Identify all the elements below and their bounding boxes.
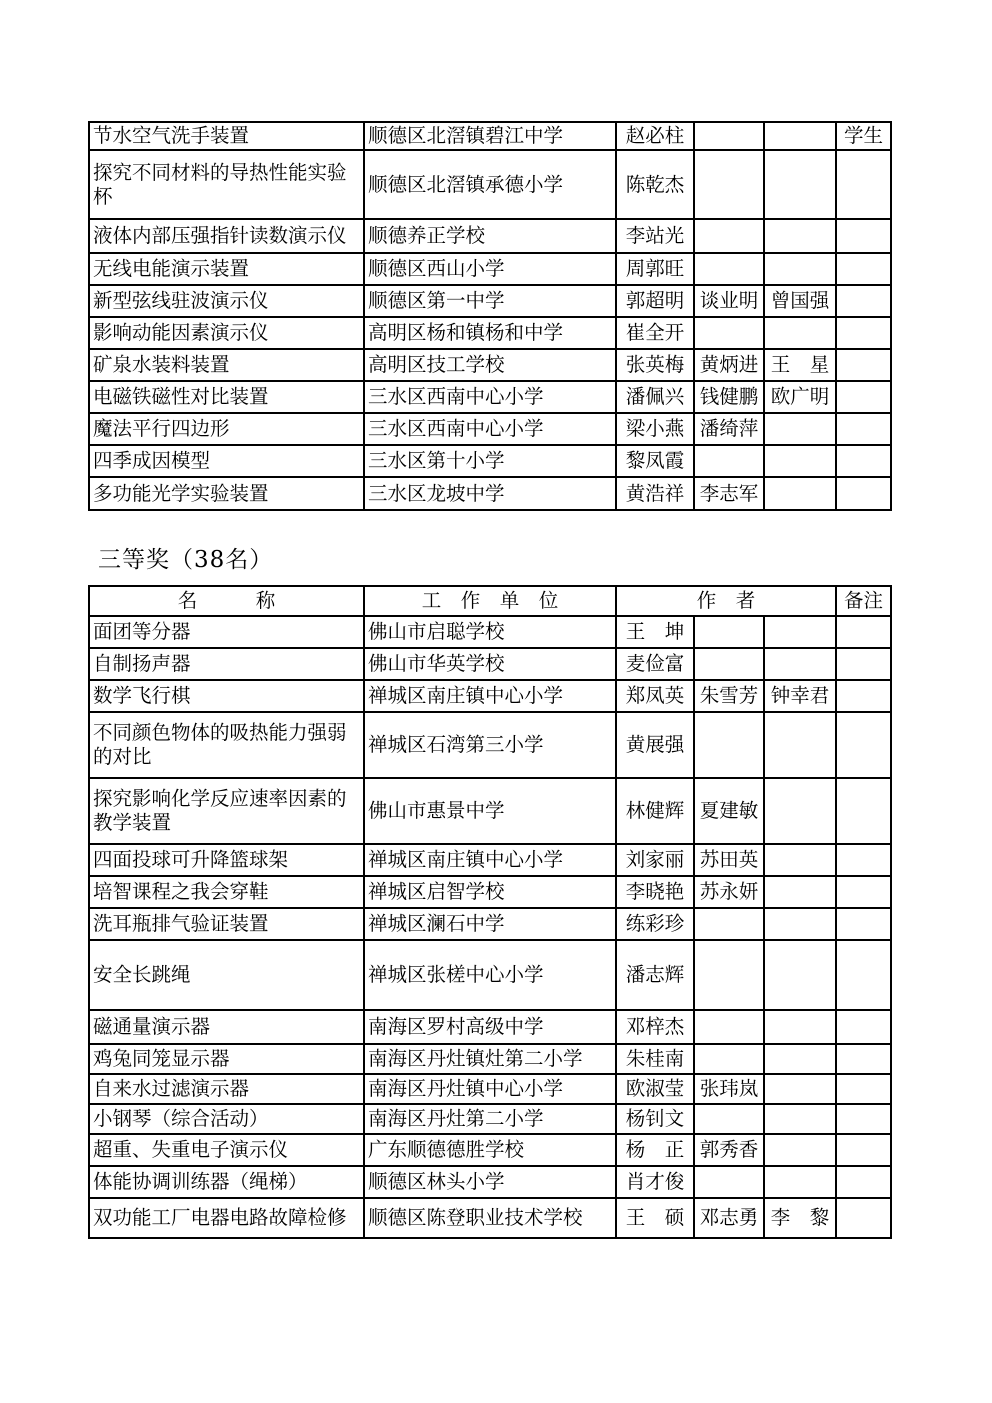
award-table-continued [88, 121, 892, 511]
cell-author-3 [764, 150, 836, 219]
cell-project-name: 探究不同材料的导热性能实验杯 [89, 150, 364, 219]
cell-author-3 [764, 908, 836, 940]
cell-author-2: 谈业明 [694, 285, 764, 317]
cell-work-unit: 禅城区启智学校 [364, 876, 616, 908]
cell-note [836, 876, 891, 908]
table-row [89, 778, 891, 844]
cell-author-3 [764, 844, 836, 876]
cell-author-2 [694, 1166, 764, 1198]
cell-note [836, 219, 891, 253]
table-row [89, 876, 891, 908]
cell-work-unit: 禅城区石湾第三小学 [364, 712, 616, 778]
cell-author-2 [694, 1044, 764, 1074]
table-row [89, 1166, 891, 1198]
table-row [89, 712, 891, 778]
cell-author-1: 黄展强 [616, 712, 694, 778]
cell-work-unit: 顺德区西山小学 [364, 253, 616, 285]
cell-author-2 [694, 1104, 764, 1134]
cell-note [836, 1074, 891, 1104]
cell-author-3 [764, 1044, 836, 1074]
cell-work-unit: 南海区丹灶镇灶第二小学 [364, 1044, 616, 1074]
cell-author-3: 钟幸君 [764, 680, 836, 712]
cell-author-2: 李志军 [694, 477, 764, 510]
cell-author-2 [694, 122, 764, 150]
cell-work-unit: 顺德区林头小学 [364, 1166, 616, 1198]
cell-work-unit: 佛山市启聪学校 [364, 616, 616, 648]
cell-work-unit: 高明区杨和镇杨和中学 [364, 317, 616, 349]
cell-author-1: 王 硕 [616, 1198, 694, 1238]
table-row [89, 844, 891, 876]
table-row [89, 150, 891, 219]
cell-author-3: 曾国强 [764, 285, 836, 317]
table-row [89, 1044, 891, 1074]
table-row [89, 1104, 891, 1134]
cell-note [836, 1044, 891, 1074]
cell-author-3 [764, 940, 836, 1010]
cell-author-3 [764, 1104, 836, 1134]
cell-note [836, 712, 891, 778]
cell-project-name: 安全长跳绳 [89, 940, 364, 1010]
cell-project-name: 四季成因模型 [89, 445, 364, 477]
cell-author-1: 崔全开 [616, 317, 694, 349]
cell-author-2 [694, 219, 764, 253]
cell-project-name: 魔法平行四边形 [89, 413, 364, 445]
cell-author-1: 刘家丽 [616, 844, 694, 876]
table-row [89, 940, 891, 1010]
cell-project-name: 鸡兔同笼显示器 [89, 1044, 364, 1074]
cell-note [836, 648, 891, 680]
cell-note [836, 413, 891, 445]
cell-work-unit: 高明区技工学校 [364, 349, 616, 381]
cell-author-3 [764, 1074, 836, 1104]
section-heading-third-prize: 三等奖（38名） [98, 547, 274, 573]
cell-note [836, 285, 891, 317]
col-header-name: 名 称 [89, 586, 364, 616]
award-table-third-prize [88, 585, 892, 1239]
cell-author-1: 李晓艳 [616, 876, 694, 908]
cell-work-unit: 佛山市华英学校 [364, 648, 616, 680]
cell-author-3 [764, 648, 836, 680]
cell-work-unit: 顺德区北滘镇承德小学 [364, 150, 616, 219]
cell-note [836, 1104, 891, 1134]
cell-note [836, 317, 891, 349]
cell-note: 学生 [836, 122, 891, 150]
cell-author-1: 李站光 [616, 219, 694, 253]
cell-author-2: 郭秀香 [694, 1134, 764, 1166]
cell-author-2: 朱雪芳 [694, 680, 764, 712]
col-header-note: 备注 [836, 586, 891, 616]
cell-note [836, 908, 891, 940]
cell-work-unit: 广东顺德德胜学校 [364, 1134, 616, 1166]
cell-author-2 [694, 253, 764, 285]
cell-author-1: 陈乾杰 [616, 150, 694, 219]
cell-author-2 [694, 616, 764, 648]
cell-note [836, 1134, 891, 1166]
cell-project-name: 数学飞行棋 [89, 680, 364, 712]
cell-author-1: 朱桂南 [616, 1044, 694, 1074]
table-row [89, 445, 891, 477]
cell-work-unit: 禅城区南庄镇中心小学 [364, 844, 616, 876]
table-row [89, 477, 891, 510]
cell-author-3 [764, 477, 836, 510]
table-row [89, 908, 891, 940]
cell-work-unit: 三水区第十小学 [364, 445, 616, 477]
cell-note [836, 680, 891, 712]
cell-author-3 [764, 253, 836, 285]
table-row [89, 1074, 891, 1104]
cell-author-2 [694, 1010, 764, 1044]
cell-note [836, 445, 891, 477]
cell-author-1: 肖才俊 [616, 1166, 694, 1198]
cell-author-1: 练彩珍 [616, 908, 694, 940]
cell-author-2 [694, 940, 764, 1010]
cell-author-1: 黎凤霞 [616, 445, 694, 477]
cell-project-name: 影响动能因素演示仪 [89, 317, 364, 349]
table-row [89, 317, 891, 349]
table-row [89, 1198, 891, 1238]
cell-project-name: 小钢琴（综合活动） [89, 1104, 364, 1134]
table-row [89, 680, 891, 712]
cell-author-2: 黄炳进 [694, 349, 764, 381]
cell-project-name: 节水空气洗手装置 [89, 122, 364, 150]
cell-author-1: 邓梓杰 [616, 1010, 694, 1044]
cell-author-1: 杨 正 [616, 1134, 694, 1166]
cell-author-1: 林健辉 [616, 778, 694, 844]
table-row [89, 648, 891, 680]
cell-project-name: 自来水过滤演示器 [89, 1074, 364, 1104]
table-row [89, 413, 891, 445]
col-header-authors: 作 者 [616, 586, 836, 616]
header-row [89, 586, 891, 616]
cell-work-unit: 佛山市惠景中学 [364, 778, 616, 844]
cell-project-name: 超重、失重电子演示仪 [89, 1134, 364, 1166]
cell-project-name: 体能协调训练器（绳梯） [89, 1166, 364, 1198]
cell-work-unit: 南海区丹灶第二小学 [364, 1104, 616, 1134]
table-row [89, 219, 891, 253]
cell-author-1: 赵必柱 [616, 122, 694, 150]
cell-work-unit: 顺德区陈登职业技术学校 [364, 1198, 616, 1238]
cell-author-3 [764, 413, 836, 445]
cell-note [836, 150, 891, 219]
cell-author-3 [764, 219, 836, 253]
cell-author-1: 潘志辉 [616, 940, 694, 1010]
cell-project-name: 液体内部压强指针读数演示仪 [89, 219, 364, 253]
cell-author-3 [764, 712, 836, 778]
cell-project-name: 探究影响化学反应速率因素的教学装置 [89, 778, 364, 844]
cell-note [836, 1166, 891, 1198]
cell-author-2: 钱健鹏 [694, 381, 764, 413]
cell-author-1: 梁小燕 [616, 413, 694, 445]
cell-note [836, 1010, 891, 1044]
cell-work-unit: 三水区龙坡中学 [364, 477, 616, 510]
cell-project-name: 多功能光学实验装置 [89, 477, 364, 510]
cell-note [836, 844, 891, 876]
cell-project-name: 双功能工厂电器电路故障检修 [89, 1198, 364, 1238]
cell-project-name: 洗耳瓶排气验证装置 [89, 908, 364, 940]
cell-author-1: 王 坤 [616, 616, 694, 648]
cell-author-2: 张玮岚 [694, 1074, 764, 1104]
cell-project-name: 电磁铁磁性对比装置 [89, 381, 364, 413]
cell-project-name: 磁通量演示器 [89, 1010, 364, 1044]
cell-note [836, 940, 891, 1010]
cell-author-1: 张英梅 [616, 349, 694, 381]
cell-author-3 [764, 778, 836, 844]
cell-author-2 [694, 317, 764, 349]
table-row [89, 253, 891, 285]
cell-author-3 [764, 317, 836, 349]
table-row [89, 122, 891, 150]
cell-work-unit: 禅城区南庄镇中心小学 [364, 680, 616, 712]
cell-author-1: 杨钊文 [616, 1104, 694, 1134]
cell-author-2 [694, 648, 764, 680]
cell-work-unit: 顺德区北滘镇碧江中学 [364, 122, 616, 150]
cell-author-3 [764, 1166, 836, 1198]
cell-author-3 [764, 876, 836, 908]
cell-project-name: 无线电能演示装置 [89, 253, 364, 285]
cell-project-name: 不同颜色物体的吸热能力强弱的对比 [89, 712, 364, 778]
cell-work-unit: 三水区西南中心小学 [364, 413, 616, 445]
cell-author-2 [694, 445, 764, 477]
table-row [89, 616, 891, 648]
cell-author-1: 郑凤英 [616, 680, 694, 712]
award-table-third-prize-body [89, 616, 891, 1238]
cell-work-unit: 禅城区澜石中学 [364, 908, 616, 940]
cell-note [836, 349, 891, 381]
cell-author-3 [764, 1010, 836, 1044]
cell-author-1: 黄浩祥 [616, 477, 694, 510]
award-table-continued-body [89, 122, 891, 510]
cell-author-2: 潘绮萍 [694, 413, 764, 445]
cell-work-unit: 禅城区张槎中心小学 [364, 940, 616, 1010]
cell-author-3 [764, 616, 836, 648]
cell-author-3 [764, 122, 836, 150]
cell-author-3 [764, 445, 836, 477]
cell-note [836, 381, 891, 413]
cell-note [836, 477, 891, 510]
cell-author-2: 苏永妍 [694, 876, 764, 908]
table-row [89, 349, 891, 381]
cell-work-unit: 南海区罗村高级中学 [364, 1010, 616, 1044]
cell-work-unit: 南海区丹灶镇中心小学 [364, 1074, 616, 1104]
cell-author-1: 麦俭富 [616, 648, 694, 680]
cell-project-name: 培智课程之我会穿鞋 [89, 876, 364, 908]
cell-author-2 [694, 712, 764, 778]
cell-project-name: 自制扬声器 [89, 648, 364, 680]
cell-note [836, 778, 891, 844]
cell-note [836, 616, 891, 648]
cell-work-unit: 顺德区第一中学 [364, 285, 616, 317]
cell-author-1: 欧淑莹 [616, 1074, 694, 1104]
cell-project-name: 四面投球可升降篮球架 [89, 844, 364, 876]
cell-author-2: 邓志勇 [694, 1198, 764, 1238]
cell-project-name: 新型弦线驻波演示仪 [89, 285, 364, 317]
cell-note [836, 1198, 891, 1238]
table-row [89, 1134, 891, 1166]
cell-author-2: 苏田英 [694, 844, 764, 876]
cell-work-unit: 三水区西南中心小学 [364, 381, 616, 413]
cell-author-3: 欧广明 [764, 381, 836, 413]
cell-project-name: 矿泉水装料装置 [89, 349, 364, 381]
col-header-work-unit: 工 作 单 位 [364, 586, 616, 616]
cell-author-3 [764, 1134, 836, 1166]
cell-author-2: 夏建敏 [694, 778, 764, 844]
table-row [89, 285, 891, 317]
cell-author-2 [694, 150, 764, 219]
cell-author-1: 潘佩兴 [616, 381, 694, 413]
cell-project-name: 面团等分器 [89, 616, 364, 648]
cell-author-1: 周郭旺 [616, 253, 694, 285]
table-row [89, 1010, 891, 1044]
cell-author-3: 王 星 [764, 349, 836, 381]
cell-author-2 [694, 908, 764, 940]
cell-author-1: 郭超明 [616, 285, 694, 317]
cell-note [836, 253, 891, 285]
table-row [89, 381, 891, 413]
cell-work-unit: 顺德养正学校 [364, 219, 616, 253]
cell-author-3: 李 黎 [764, 1198, 836, 1238]
